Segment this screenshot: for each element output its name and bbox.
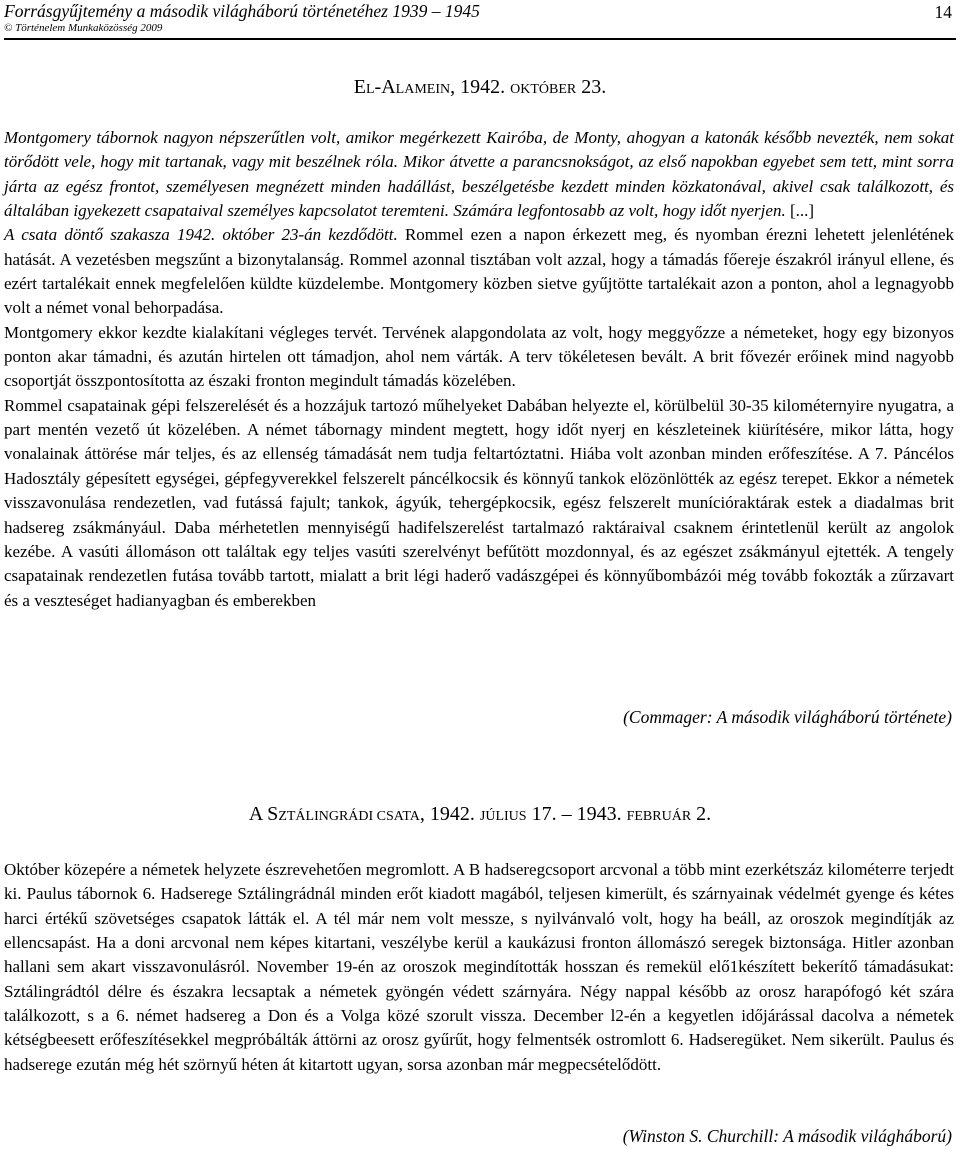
header-divider	[4, 38, 956, 40]
header-title: Forrásgyűjtemény a második világháború történetéhez 1939 – 1945	[4, 1, 480, 21]
paragraph: Október közepére a németek helyzete észrevehetően megromlott. A B hadseregcsoport arcvonal a több mint ezerkétszáz kilométerre terjedt ki. Paulus tábornok 6. Hadserege Sztálingrádnál minden erőt kiadott magából, teljesen kimerült, és szárnyainak védelmét gyenge és kétes harci értékű szövetséges csapatok látták el. A tél már nem volt messze, s nyilvánvaló volt, hogy ha beáll, az oroszok megindítják az ellencsapást. Ha a doni arcvonal nem képes kitartani, veszélybe kerül a kaukázusi fronton állomászó seregek biztonsága. Hitler azonban hallani sem akart visszavonulásról. November 19-én az oroszok megindították hosszan és remekül elő1készített bekerítő támadásukat: Sztálingrádtól délre és északra lecsaptak a németek gyöngén védett szárnyára. Négy nappal később az orosz harapófogó két szára találkozott, s a 6. német hadsereg a Don és a Volga közé szorult vissza. December l2-én a kegyetlen időjárással dacolva a németek kétségbeesett erőfeszítésekkel megpróbálták áttörni az orosz gyűrűt, hogy felmentsék ostromlott 6. Hadseregüket. Nem sikerült. Paulus és hadserege ezután még hét szörnyű héten át kitartott ugyan, sorsa azonban már megpecsételődött.	[4, 860, 954, 1074]
page-number: 14	[934, 2, 952, 22]
source-citation: (Winston S. Churchill: A második világháború)	[622, 1126, 952, 1146]
source-citation: (Commager: A második világháború története)	[623, 707, 952, 727]
paragraph: Rommel csapatainak gépi felszerelését és a hozzájuk tartozó műhelyeket Dabában helyezte el, körülbelül 30-35 kilométernyire nyugatra, a part mentén vezető út közelében. A német tábornagy mindent megtett, hogy időt nyerj en készleteinek kiürítésére, mikor látta, hogy vonalainak áttörése már teljes, és az ellenség támadását nem tudja feltartóztatni. Hiába volt azonban minden erőfeszítése. A 7. Páncélos Hadosztály gépesített egységei, gépfegyverekkel felszerelt páncélkocsik és könnyű tankok elözönlötték az egész terepet. Ekkor a németek visszavonulása rendezetlen, vad futássá fajult; tankok, ágyúk, tehergépkocsik, egész felszerelt munícióraktárak estek a diadalmas brit hadsereg zsákmányául. Daba mérhetetlen mennyiségű hadifelszerelést tartalmazó raktáraival csaknem érintetlenül került az angolok kezébe. A vasúti állomáson ott találtak egy teljes vasúti szerelvényt befűtött mozdonnyal, és az egészet zsákmányul ejtették. A tengely csapatainak rendezetlen futása tovább tartott, mialatt a brit légi haderő vadászgépei és könnyűbombázói még tovább fokozták a zűrzavart és a veszteséget hadianyagban és emberekben	[4, 395, 954, 610]
header-copyright: © Történelem Munkaközösség 2009	[4, 22, 163, 34]
section-title-el-alamein: EL-ALAMEIN, 1942. OKTÓBER 23.	[353, 76, 607, 98]
paragraph: Montgomery tábornok nagyon népszerűtlen volt, amikor megérkezett Kairóba, de Monty, ahogyan a katonák később nevezték, nem sokat törődött vele, hogy mit tartanak, vagy mit beszélnek róla. Mikor átvette a parancsnokságot, az első napokban egyebet sem tett, mint sorra járta az egész frontot, személyesen megnézett minden hadállást, beszélgetésbe kezdett minden közkatonával, akivel csak találkozott, és általában igyekezett csapataival személyes kapcsolatot teremteni. Számára legfontosabb az volt, hogy időt nyerjen. [...]	[4, 128, 954, 221]
section-title-stalingrad: A SZTÁLINGRÁDI CSATA, 1942. JÚLIUS 17. – 1943. FEBRUÁR 2.	[248, 803, 712, 825]
paragraph: Montgomery ekkor kezdte kialakítani végleges tervét. Tervének alapgondolata az volt, hogy meggyőzze a németeket, hogy egy bizonyos ponton akar támadni, és azután hirtelen ott támadjon, ahol nem várták. A terv tökéletesen bevált. A brit fővezér erőinek mind nagyobb csoportját összpontosította az északi fronton megindult támadás közelében.	[4, 322, 954, 391]
section-body-stalingrad	[4, 858, 954, 1077]
paragraph: A csata döntő szakasza 1942. október 23-án kezdődött. Rommel ezen a napon érkezett meg, és nyomban érezni lehetett jelenlétének hatását. A vezetésben megszűnt a bizonytalanság. Rommel azonnal tisztában volt azzal, hogy a támadás főereje északról irányul ellene, és ezért tartalékait ennek megfelelően küldte küzdelembe. Montgomery közben sietve gyűjtötte tartalékait azon a ponton, ahol a legnagyobb volt a német vonal behorpadása.	[4, 225, 954, 318]
page-header	[4, 0, 956, 42]
section-body-el-alamein	[4, 126, 954, 613]
